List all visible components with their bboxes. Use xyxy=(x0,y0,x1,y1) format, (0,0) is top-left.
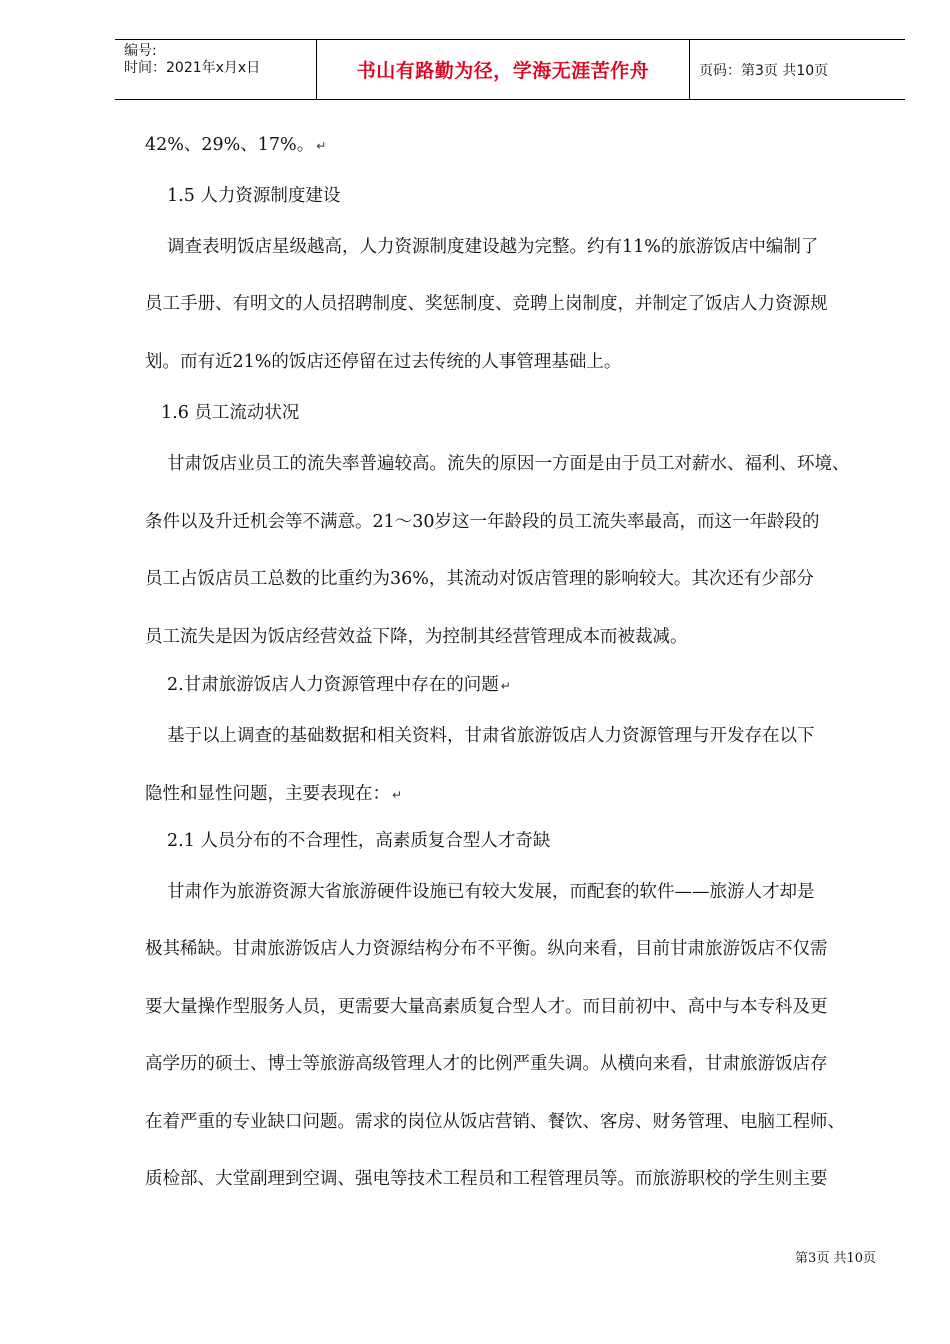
paragraph-mark-icon: ↵ xyxy=(316,139,327,153)
section-heading-2-1: 2.1 人员分布的不合理性，高素质复合型人才奇缺 xyxy=(167,831,551,851)
footer-page-number: 第3页 共10页 xyxy=(795,1251,876,1266)
body-line: 划。而有近21%的饭店还停留在过去传统的人事管理基础上。 xyxy=(145,352,622,372)
body-line: 基于以上调查的基础数据和相关资料，甘肃省旅游饭店人力资源管理与开发存在以下 xyxy=(167,726,815,746)
motto-text: 书山有路勤为径，学海无涯苦作舟 xyxy=(356,60,650,82)
paragraph-mark-icon: ↵ xyxy=(392,788,403,802)
body-line: 调查表明饭店星级越高，人力资源制度建设越为完整。约有11%的旅游饭店中编制了 xyxy=(167,237,819,257)
body-line: 员工手册、有明文的人员招聘制度、奖惩制度、竞聘上岗制度，并制定了饭店人力资源规 xyxy=(145,294,828,314)
body-line: 条件以及升迁机会等不满意。21～30岁这一年龄段的员工流失率最高，而这一年龄段的 xyxy=(145,512,820,532)
body-line: 员工占饭店员工总数的比重约为36%，其流动对饭店管理的影响较大。其次还有少部分 xyxy=(145,569,814,589)
page-header xyxy=(115,39,905,100)
time-label: 时间：2021年x月x日 xyxy=(124,60,261,76)
serial-label: 编号: xyxy=(124,43,157,59)
body-line: 高学历的硕士、博士等旅游高级管理人才的比例严重失调。从横向来看，甘肃旅游饭店存 xyxy=(145,1054,828,1074)
body-line: 隐性和显性问题，主要表现在： ↵ xyxy=(145,784,403,804)
paragraph-mark-icon: ↵ xyxy=(500,679,511,693)
page-footer xyxy=(795,1247,876,1266)
header-motto-cell xyxy=(317,40,690,99)
header-meta-cell xyxy=(115,40,317,99)
body-line: 甘肃饭店业员工的流失率普遍较高。流失的原因一方面是由于员工对薪水、福利、环境、 xyxy=(167,454,850,474)
body-line: 极其稀缺。甘肃旅游饭店人力资源结构分布不平衡。纵向来看，目前甘肃旅游饭店不仅需 xyxy=(145,939,828,959)
header-page-label: 页码：第3页 共10页 xyxy=(699,62,829,79)
body-line: 员工流失是因为饭店经营效益下降，为控制其经营管理成本而被裁减。 xyxy=(145,627,688,647)
body-line: 质检部、大堂副理到空调、强电等技术工程员和工程管理员等。而旅游职校的学生则主要 xyxy=(145,1169,828,1189)
body-line: 甘肃作为旅游资源大省旅游硬件设施已有较大发展，而配套的软件——旅游人才却是 xyxy=(167,882,815,902)
section-heading-1-6: 1.6 员工流动状况 xyxy=(161,403,300,423)
body-line: 要大量操作型服务人员，更需要大量高素质复合型人才。而目前初中、高中与本专科及更 xyxy=(145,997,828,1017)
section-heading-1-5: 1.5 人力资源制度建设 xyxy=(167,186,341,206)
header-page-cell xyxy=(690,40,905,99)
section-heading-2: 2.甘肃旅游饭店人力资源管理中存在的问题 ↵ xyxy=(167,675,511,695)
body-line: 42%、29%、17%。 ↵ xyxy=(145,135,327,155)
body-line: 在着严重的专业缺口问题。需求的岗位从饭店营销、餐饮、客房、财务管理、电脑工程师、 xyxy=(145,1112,845,1132)
